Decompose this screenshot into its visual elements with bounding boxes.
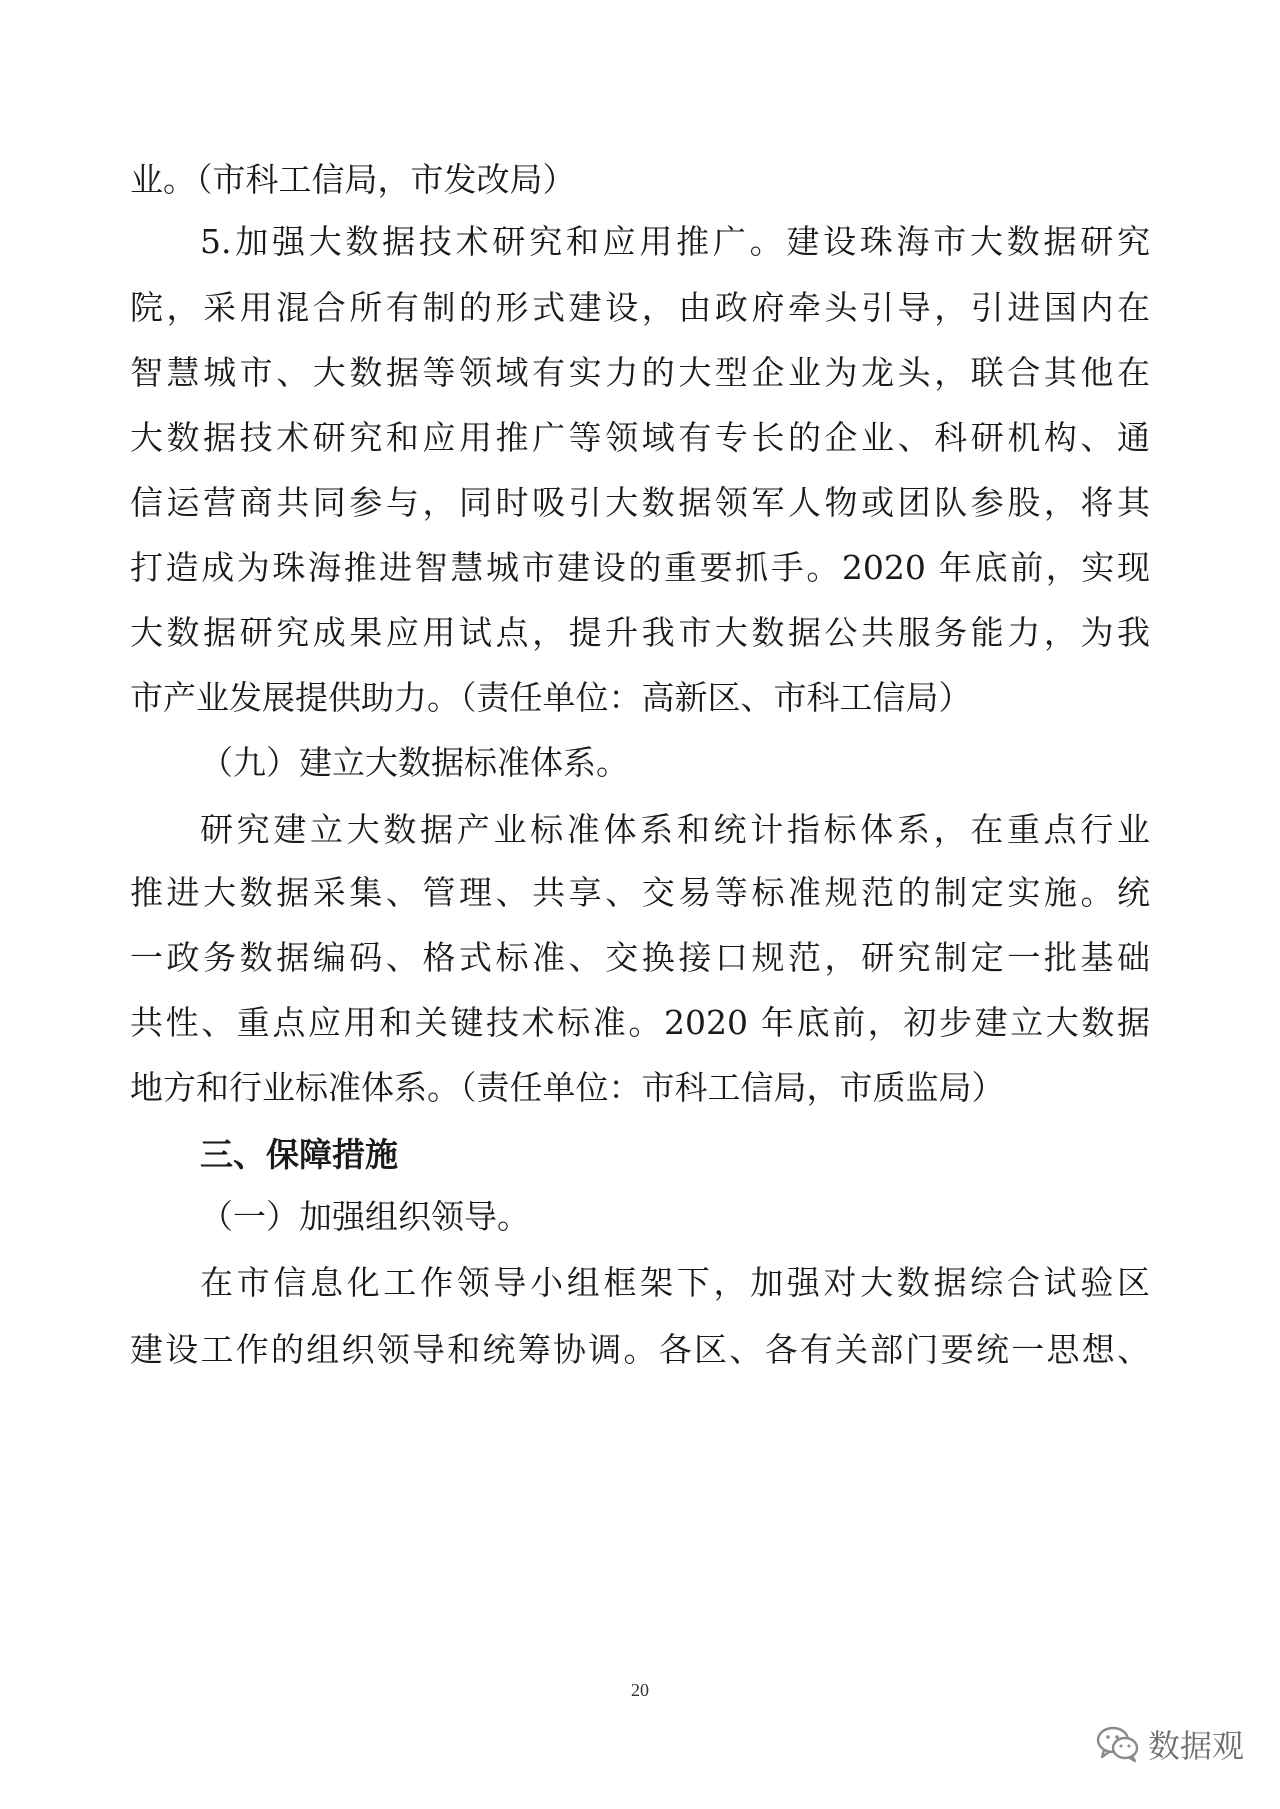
section-heading: 三、保障措施 (200, 1135, 398, 1174)
text-line: 院，采用混合所有制的形式建设，由政府牵头引导，引进国内在 (130, 288, 1150, 327)
text-line: 智慧城市、大数据等领域有实力的大型企业为龙头，联合其他在 (130, 353, 1150, 392)
text-line: 信运营商共同参与，同时吸引大数据领军人物或团队参股，将其 (130, 483, 1150, 522)
text-line: 打造成为珠海推进智慧城市建设的重要抓手。2020 年底前，实现 (130, 548, 1150, 587)
page-number: 20 (631, 1680, 649, 1700)
text-line: 建设工作的组织领导和统筹协调。各区、各有关部门要统一思想、 (130, 1330, 1150, 1369)
watermark (1096, 1722, 1244, 1766)
text-line: 地方和行业标准体系。（责任单位：市科工信局，市质监局） (130, 1068, 1005, 1107)
text-line: 5.加强大数据技术研究和应用推广。建设珠海市大数据研究 (200, 222, 1150, 261)
watermark-text: 数据观 (1147, 1727, 1244, 1765)
text-line: 业。（市科工信局，市发改局） (130, 160, 576, 199)
text-line: 在市信息化工作领导小组框架下，加强对大数据综合试验区 (200, 1263, 1150, 1302)
text-line: 推进大数据采集、管理、共享、交易等标准规范的制定实施。统 (130, 873, 1150, 912)
text-line: 市产业发展提供助力。（责任单位：高新区、市科工信局） (130, 678, 972, 717)
wechat-icon (1096, 1724, 1140, 1764)
section-subheading: （九）建立大数据标准体系。 (200, 743, 629, 782)
text-line: 大数据技术研究和应用推广等领域有专长的企业、科研机构、通 (130, 418, 1150, 457)
text-line: 一政务数据编码、格式标准、交换接口规范，研究制定一批基础 (130, 938, 1150, 977)
text-line: 共性、重点应用和关键技术标准。2020 年底前，初步建立大数据 (130, 1003, 1150, 1042)
text-line: 研究建立大数据产业标准体系和统计指标体系，在重点行业 (200, 810, 1150, 849)
text-line: 大数据研究成果应用试点，提升我市大数据公共服务能力，为我 (130, 613, 1150, 652)
section-subheading: （一）加强组织领导。 (200, 1197, 530, 1236)
